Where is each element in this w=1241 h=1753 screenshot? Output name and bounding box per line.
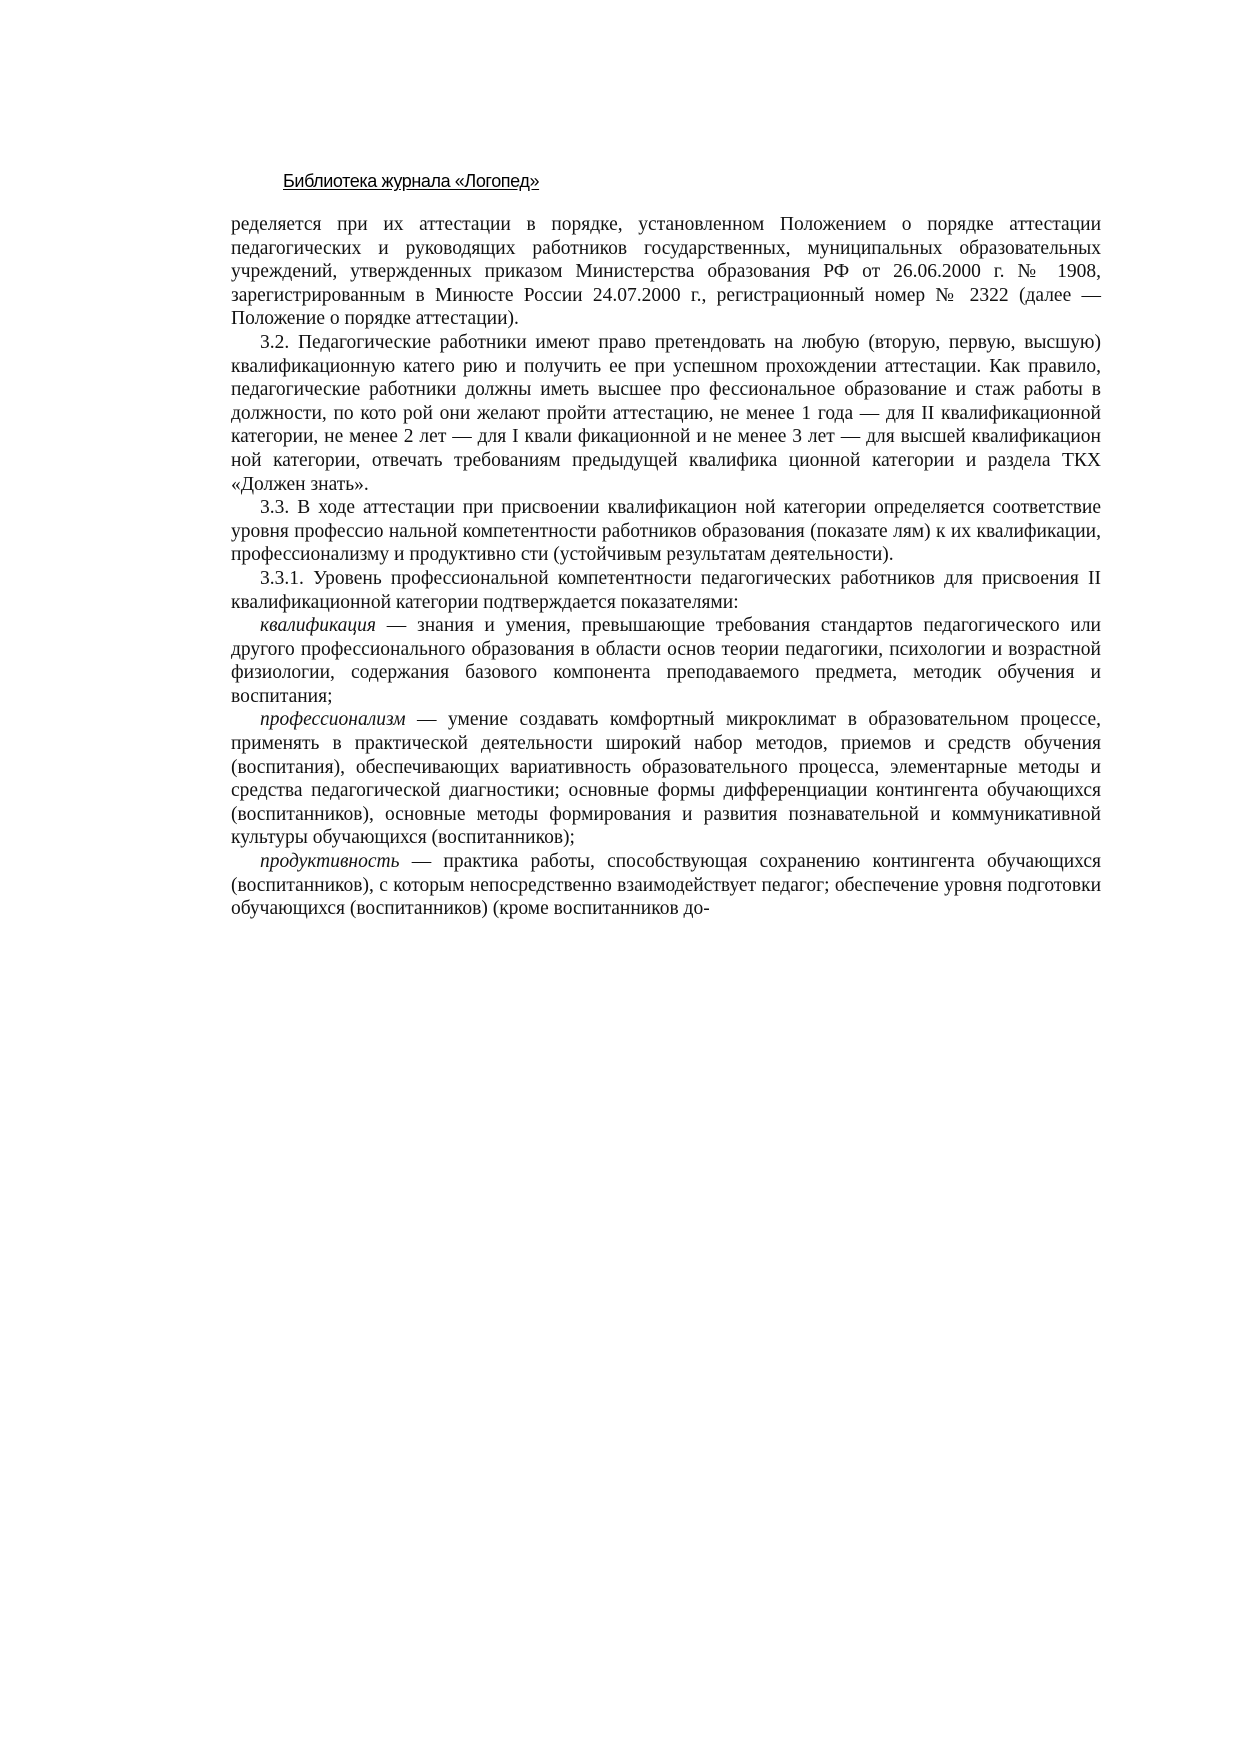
library-header: Библиотека журнала «Логопед» xyxy=(283,171,540,191)
definition-productivity: — практика работы, способствующая сохранению контингента обучающихся (воспитанников), с которым непосредственно взаимодействует педагог; обеспечение уровня подготовки обучающихся (воспитанников) (кроме воспитанников до- xyxy=(231,851,1101,920)
paragraph-professionalism xyxy=(231,708,1101,850)
paragraph-positioning: ределяется при их аттестации в порядке, установленном Положением о порядке аттестации педагогических и руководящих работников государственных, муниципальных образовательных учреждений, утвержденных приказом Министерства образования РФ от 26.06.2000 г. № 1908, зарегистрированным в Минюсте России 24.07.2000 г., регистрационный номер № 2322 (далее — Положение о порядке аттестации). xyxy=(231,214,1101,330)
term-productivity: продуктивность xyxy=(260,851,400,873)
term-qualification: квалификация xyxy=(260,615,377,637)
definition-professionalism: — умение создавать комфортный микроклимат в образовательном процессе, применять в практической деятельности широкий набор методов, приемов и средств обучения (воспитания), обеспечивающих вариативность образовательного процесса, элементарные методы и средства педагогической диагностики; основные формы дифференциации контингента обучающихся (воспитанников), основные методы формирования и развития познавательной и коммуникативной культуры обучающихся (воспитанников); xyxy=(231,709,1101,849)
paragraph-3-3: 3.3. В ходе аттестации при присвоении квалификацион ной категории определяется соответствие уровня профессио нальной компетентности работников образования (показате лям) к их квалификации, профессионализму и продуктивно сти (устойчивым результатам деятельности). xyxy=(231,497,1101,566)
paragraph-3-3-1: 3.3.1. Уровень профессиональной компетентности педагогических работников для присвоения II квалификационной категории подтверждается показателями: xyxy=(231,567,1101,613)
paragraph-3-2: 3.2. Педагогические работники имеют право претендовать на любую (вторую, первую, высшую) квалификационную катего рию и получить ее при успешном прохождении аттестации. Как правило, педагогические работники должны иметь высшее про фессиональное образование и стаж работы в должности, по кото рой они желают пройти аттестацию, не менее 1 года — для II квалификационной категории, не менее 2 лет — для I квали фикационной и не менее 3 лет — для высшей квалификацион ной категории, отвечать требованиям предыдущей квалифика ционной категории и раздела ТКХ «Должен знать». xyxy=(231,331,1101,495)
definition-qualification: — знания и умения, превышающие требования стандартов педагогического или другого профессионального образования в области основ теории педагогики, психологии и возрастной физиологии, содержания базового компонента преподаваемого предмета, методик обучения и воспитания; xyxy=(231,615,1101,707)
document-body xyxy=(231,213,1101,921)
paragraph-qualification xyxy=(231,614,1101,708)
term-professionalism: профессионализм xyxy=(260,709,406,731)
paragraph-productivity xyxy=(231,850,1101,921)
